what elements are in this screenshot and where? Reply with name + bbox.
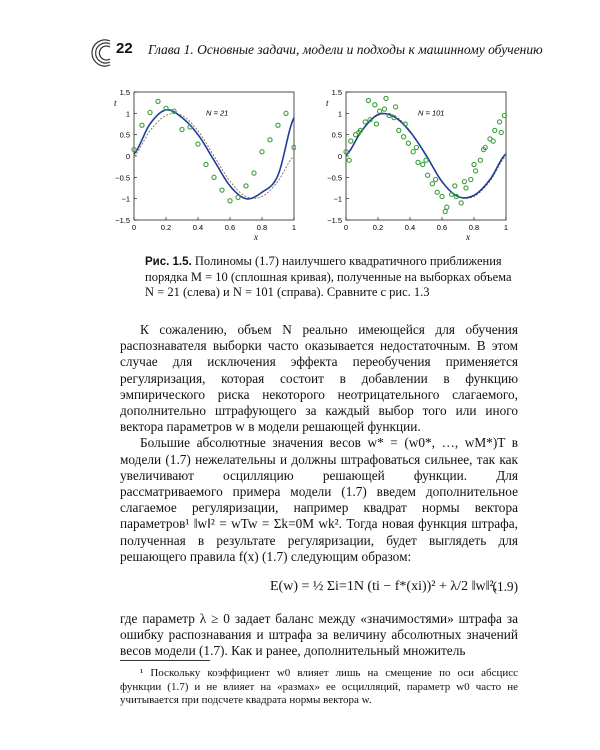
data-point xyxy=(373,103,377,107)
footnote-rule xyxy=(120,660,210,661)
data-point xyxy=(196,142,200,146)
x-tick-label: 0.6 xyxy=(224,223,236,232)
data-point xyxy=(464,186,468,190)
x-tick-label: 0.8 xyxy=(468,223,480,232)
y-tick-label: −1 xyxy=(333,194,342,204)
y-tick-label: 1 xyxy=(337,109,342,119)
caption-label: Рис. 1.5. xyxy=(145,256,192,268)
equation-expression: E(w) = ½ Σi=1N (ti − f*(xi))² + λ/2 ‖w‖², xyxy=(270,579,498,595)
y-tick-label: 0.5 xyxy=(331,130,342,140)
x-tick-label: 1 xyxy=(291,223,296,232)
y-tick-label: 0 xyxy=(125,152,130,161)
paragraph: К сожалению, объем N реально имеющейся для обучения распознавателя выборки часто оказывается недостаточным. В этом случае для исключения эффекта переобучения применяется регуляризация, которая состоит в добавлении в функцию эмпирического риска некоторого неотрицательного слагаемого, дополнительно штрафующего за каждый выбор того или иного вектора параметров w в модели решающей функции. xyxy=(120,322,518,435)
data-point xyxy=(474,169,478,173)
data-point xyxy=(374,122,378,126)
x-tick-label: 0.4 xyxy=(404,223,416,232)
data-point xyxy=(414,145,418,149)
data-point xyxy=(384,96,388,100)
data-point xyxy=(424,158,428,162)
data-point xyxy=(472,162,476,166)
y-tick-label: 0.5 xyxy=(119,130,130,140)
x-axis-label: x xyxy=(466,232,470,242)
data-point xyxy=(268,138,272,142)
figure-1-5 xyxy=(96,84,516,242)
y-tick-label: 1.5 xyxy=(119,88,130,97)
x-tick-label: 0.2 xyxy=(160,223,172,232)
x-tick-label: 0 xyxy=(343,223,349,232)
data-point xyxy=(469,177,473,181)
data-point xyxy=(462,180,466,184)
data-point xyxy=(228,199,232,203)
equation-1-9 xyxy=(120,569,518,609)
data-point xyxy=(445,205,449,209)
equation-number: (1.9) xyxy=(492,579,518,595)
data-point xyxy=(156,99,160,103)
chapter-title: Глава 1. Основные задачи, модели и подходы к машинному обучению xyxy=(148,42,543,57)
chart-title: N = 21 xyxy=(206,108,229,118)
data-point xyxy=(498,120,502,124)
data-point xyxy=(411,150,415,154)
data-point xyxy=(421,162,425,166)
data-point xyxy=(397,128,401,132)
x-axis-label: x xyxy=(254,232,258,242)
chart-n21 xyxy=(96,84,296,242)
data-point xyxy=(148,110,152,114)
x-tick-label: 0.8 xyxy=(256,223,268,232)
x-tick-label: 0.4 xyxy=(192,223,204,232)
data-point xyxy=(212,175,216,179)
y-tick-label: −1 xyxy=(121,194,130,204)
data-point xyxy=(402,135,406,139)
x-tick-label: 0.2 xyxy=(372,223,384,232)
data-point xyxy=(493,128,497,132)
data-point xyxy=(435,190,439,194)
data-point xyxy=(140,123,144,127)
paragraph: Большие абсолютные значения весов w* = (w0*, …, wM*)T в модели (1.7) нежелательны и должны штрафоваться сильнее, так как увеличивают осцилляцию решающей функции. Для рассматриваемого примера модели (1.7) введем дополнительное слагаемое регуляризации, например квадрат нормы вектора параметров¹ ‖w‖² = wTw = Σk=0M wk². Тогда новая функция штрафа, полученная в результате регуляризации, будет выглядеть для решающего правила f(x) (1.7) следующим образом: xyxy=(120,435,518,564)
caption-text: Полиномы (1.7) наилучшего квадратичного приближения порядка M = 10 (сплошная кривая), полученные на выборках объема N = 21 (слева) и N = 101 (справа). Сравните с рис. 1.3 xyxy=(145,254,512,299)
sine-curve xyxy=(134,114,294,199)
data-point xyxy=(478,158,482,162)
y-axis-label: t xyxy=(114,98,117,108)
y-tick-label: −0.5 xyxy=(115,173,130,183)
body-text xyxy=(120,322,518,660)
figure-caption xyxy=(145,254,515,300)
x-tick-label: 0.6 xyxy=(436,223,448,232)
data-point xyxy=(382,107,386,111)
data-point xyxy=(406,141,410,145)
data-point xyxy=(220,188,224,192)
y-tick-label: −1.5 xyxy=(115,216,130,225)
data-point xyxy=(453,184,457,188)
data-point xyxy=(252,171,256,175)
data-point xyxy=(363,120,367,124)
data-point xyxy=(366,98,370,102)
y-tick-label: −0.5 xyxy=(327,173,342,183)
data-point xyxy=(378,109,382,113)
data-point xyxy=(236,195,240,199)
data-point xyxy=(443,209,447,213)
x-tick-label: 0 xyxy=(131,223,137,232)
y-tick-label: −1.5 xyxy=(327,216,342,225)
data-point xyxy=(204,162,208,166)
data-point xyxy=(244,184,248,188)
data-point xyxy=(434,177,438,181)
data-point xyxy=(394,105,398,109)
data-point xyxy=(180,127,184,131)
data-point xyxy=(440,194,444,198)
y-tick-label: 0 xyxy=(337,152,342,161)
paragraph: где параметр λ ≥ 0 задает баланс между «значимостями» штрафа за ошибку распознавания и штрафа за величину абсолютных значений весов модели (1.7). Как и ранее, дополнительный множитель xyxy=(120,611,518,659)
data-point xyxy=(416,160,420,164)
y-axis-label: t xyxy=(326,98,329,108)
data-point xyxy=(260,150,264,154)
data-point xyxy=(347,158,351,162)
data-point xyxy=(491,139,495,143)
y-tick-label: 1.5 xyxy=(331,88,342,97)
data-point xyxy=(284,111,288,115)
fit-curve xyxy=(134,110,294,199)
x-tick-label: 1 xyxy=(503,223,508,232)
fit-curve xyxy=(346,114,506,198)
data-point xyxy=(276,123,280,127)
data-point xyxy=(499,130,503,134)
chart-n101 xyxy=(308,84,508,242)
data-point xyxy=(459,201,463,205)
data-point xyxy=(430,182,434,186)
y-tick-label: 1 xyxy=(125,109,130,119)
chart-title: N = 101 xyxy=(418,108,445,118)
data-point xyxy=(349,139,353,143)
page-header xyxy=(88,38,558,68)
footnote: ¹ Поскольку коэффициент w0 влияет лишь на смещение по оси абсцисс функции (1.7) и не влияет на «размах» ее осцилляций, параметр w0 часто не учитывается при подсчете квадрата нормы вектора w. xyxy=(120,667,518,706)
page-number: 22 xyxy=(116,40,133,57)
data-point xyxy=(426,173,430,177)
